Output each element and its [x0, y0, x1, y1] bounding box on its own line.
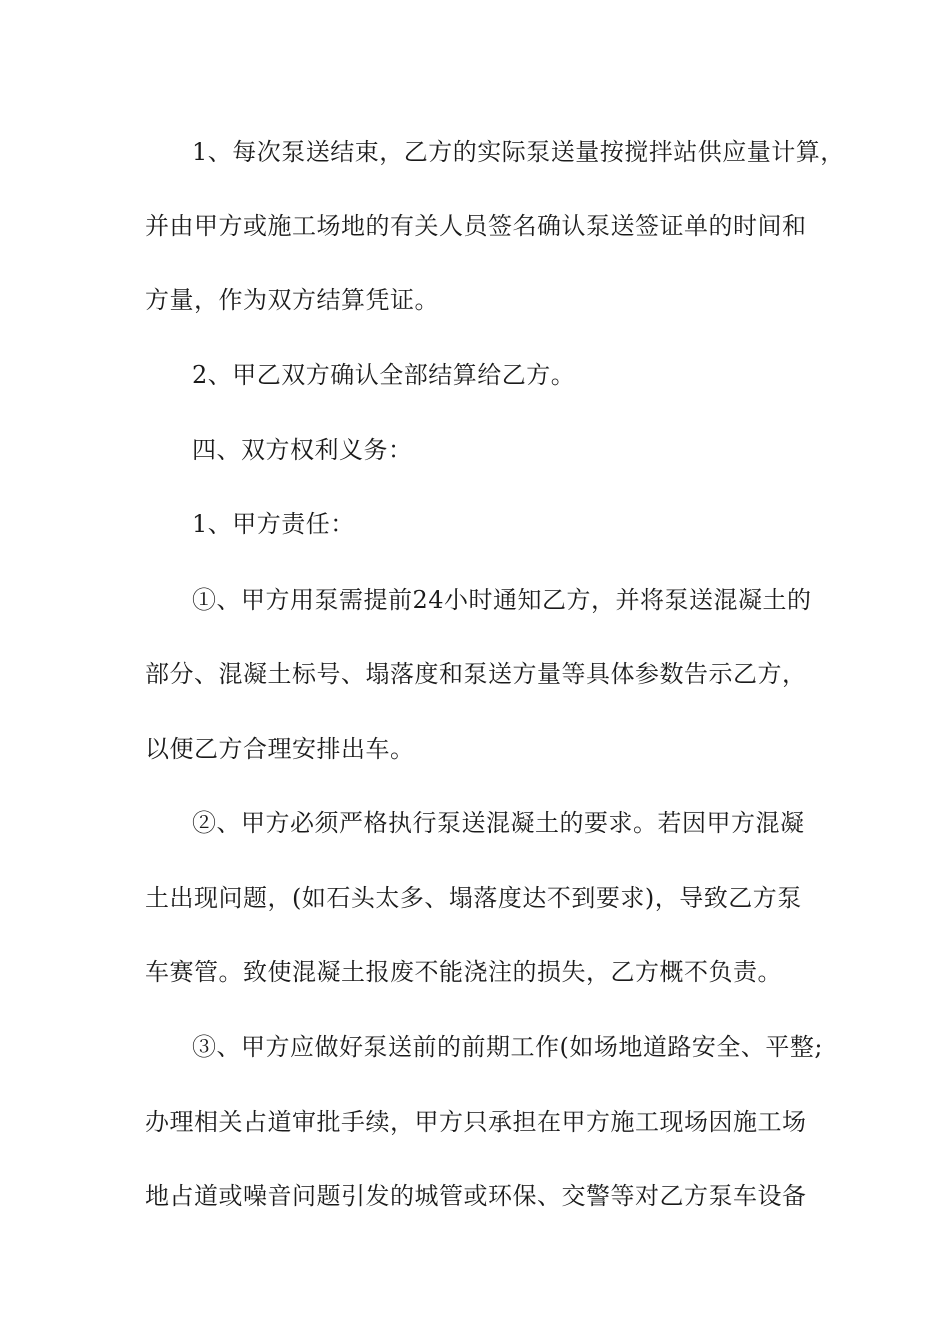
subsection-heading: 1、甲方责任： — [192, 510, 355, 538]
paragraph-line: 方量，作为双方结算凭证。 — [145, 286, 439, 314]
paragraph-line: ②、甲方必须严格执行泵送混凝土的要求。若因甲方混凝 — [192, 809, 805, 837]
section-heading: 四、双方权利义务： — [192, 436, 413, 464]
paragraph-line: 土出现问题，(如石头太多、塌落度达不到要求)，导致乙方泵 — [145, 884, 802, 912]
paragraph-line: ①、甲方用泵需提前24小时通知乙方，并将泵送混凝土的 — [192, 586, 812, 614]
paragraph-line: 以便乙方合理安排出车。 — [145, 735, 415, 763]
paragraph-line: 车赛管。致使混凝土报废不能浇注的损失，乙方概不负责。 — [145, 958, 782, 986]
paragraph-line: 部分、混凝土标号、塌落度和泵送方量等具体参数告示乙方， — [145, 660, 807, 688]
paragraph-line: 2、甲乙双方确认全部结算给乙方。 — [192, 361, 576, 389]
paragraph-line: 地占道或噪音问题引发的城管或环保、交警等对乙方泵车设备 — [145, 1182, 807, 1210]
paragraph-line: 办理相关占道审批手续，甲方只承担在甲方施工现场因施工场 — [145, 1108, 807, 1136]
paragraph-line: ③、甲方应做好泵送前的前期工作(如场地道路安全、平整; — [192, 1033, 823, 1061]
paragraph-line: 并由甲方或施工场地的有关人员签名确认泵送签证单的时间和 — [145, 212, 807, 240]
paragraph-line: 1、每次泵送结束，乙方的实际泵送量按搅拌站供应量计算， — [192, 138, 845, 166]
